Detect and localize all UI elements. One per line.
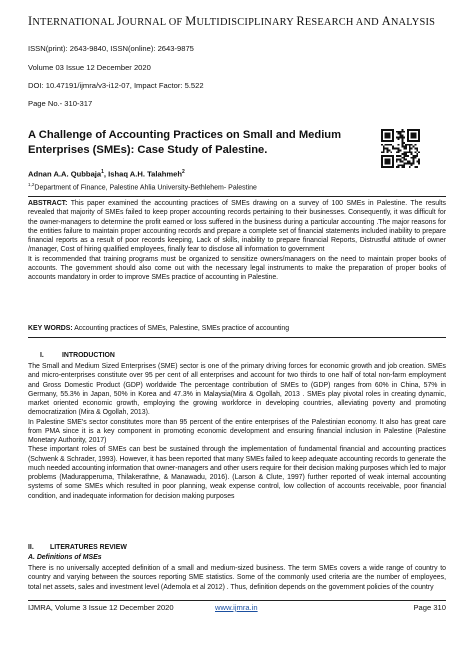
keywords: KEY WORDS: Accounting practices of SMEs, Palestine, SMEs practice of accounting [28, 325, 290, 332]
footer-link[interactable]: www.ijmra.in [215, 603, 258, 612]
page-number: Page 310 [413, 603, 446, 612]
issn-line: ISSN(print): 2643-9840, ISSN(online): 2643-9875 [28, 44, 194, 53]
section-heading-introduction: INTRODUCTION [62, 352, 115, 359]
doi-line: DOI: 10.47191/ijmra/v3-i12-07, Impact Factor: 5.522 [28, 81, 204, 90]
section-number: I. [40, 352, 44, 359]
abstract-label: ABSTRACT: [28, 200, 68, 207]
affiliation: $^{1,2}$Department of Finance, Palestine Ahlia University-Bethlehem- Palestine [28, 182, 257, 192]
authors: Adnan A.A. Qubbaja$^1$, Ishaq A.H. Talahmeh$^2$ [28, 169, 185, 179]
introduction-body: The Small and Medium Sized Enterprises (SME) sector is one of the primary driving forces for economic growth and job creation. SMEs and micro-enterprises constitute over 95 per cent of all enterprises and account for two thirds to one half of total non-farm employment and Gross Domestic Product (GDP) worldwide The percentage contribution of SMEs to (GDP) ranges from 60% in China, 57% in Germany, 55.3% in Japan, 50% in Korea and 47.3% in Malaysia(Mira & Ogollah, 2013 . SMEs play pivotal roles in creating dynamic, market oriented economic growth, employing the growing workforce in developing countries, alleviating poverty and promoting democratization (Mira & Ogollah, 2013). In Palestine SME's sector constitutes more than 95 percent of the entire enterprises of the Palestinian economy. It also has great care from PMA since it is a key component in promoting economic development and ensuring financial inclusion in Palestine (Palestine Monetary Authority, 2017) These important roles of SMEs can best be sustained through the implementation of fundamental financial and accounting practices (Schwenk & Schrader, 1993). However, it has been reported that many SMEs failed to keep adequate accounting records to generate the much needed accounting information that owner-managers and other users require for their decision making purposes which led to major problems (Madurapperuma, Thilakerathne, & Manawadu, 2016). (Larson & Clute, 1997) further reported of weak internal accounting systems of some SMEs which resulted in poor planning, weak expense control, low collection of accounts receivable, poor financial condition, and inadequate information for decision making purposes [28, 363, 446, 500]
divider [28, 196, 446, 197]
abstract: ABSTRACT: This paper examined the accounting practices of SMEs drawing on a survey of 100 SMEs in Palestine. The results revealed that majority of SMEs failed to keep proper accounting records pertaining to their businesses. Consequently, it was difficult for the owner-managers to determine the profit earned or loss suffered in the business during a particular accounting .The major reasons for the entities failure to maintain proper accounting records and prepare a complete set of financial statements included inability to prepare financial reports as a result of poor records keeping, Lack of skills, inability to prepare financial Reports, Distrustful attitude of owner /manager, Cost of hiring qualified employees, finally fear to disclose all information to government It is recommended that training programs must be organized to sensitize owners/managers on the need to maintain proper books of accounts. The government should also come out with the necessary legal instruments to make the preparation of proper books of accounts mandatory in order to improve SMEs practice of accounting in Palestine. [28, 200, 446, 281]
footer-divider [28, 600, 446, 601]
footer-citation: IJMRA, Volume 3 Issue 12 December 2020 [28, 603, 174, 612]
article-title: A Challenge of Accounting Practices on Small and Medium Enterprises (SMEs): Case Study of Palestine. [28, 129, 342, 156]
subsection-heading: A. Definitions of MSEs [28, 554, 102, 561]
page-range: Page No.- 310-317 [28, 99, 93, 108]
volume-line: Volume 03 Issue 12 December 2020 [28, 63, 151, 72]
journal-title: INTERNATIONAL JOURNAL OF MULTIDISCIPLINARY RESEARCH AND ANALYSIS [28, 14, 436, 28]
divider [28, 337, 446, 338]
literature-body: There is no universally accepted definition of a small and medium-sized business. The term SMEs covers a wide range of country to country and varying between the sources reporting SME statistics. Some of the commonly used criteria are the number of employees, total net assets, sales and investment level (Ademola et al 2012) . Thus, definition depends on the government policies of the country [28, 565, 446, 591]
section-number: II. [28, 544, 34, 551]
qr-code-icon [381, 129, 420, 168]
section-heading-literature-review: LITERATURES REVIEW [50, 544, 127, 551]
